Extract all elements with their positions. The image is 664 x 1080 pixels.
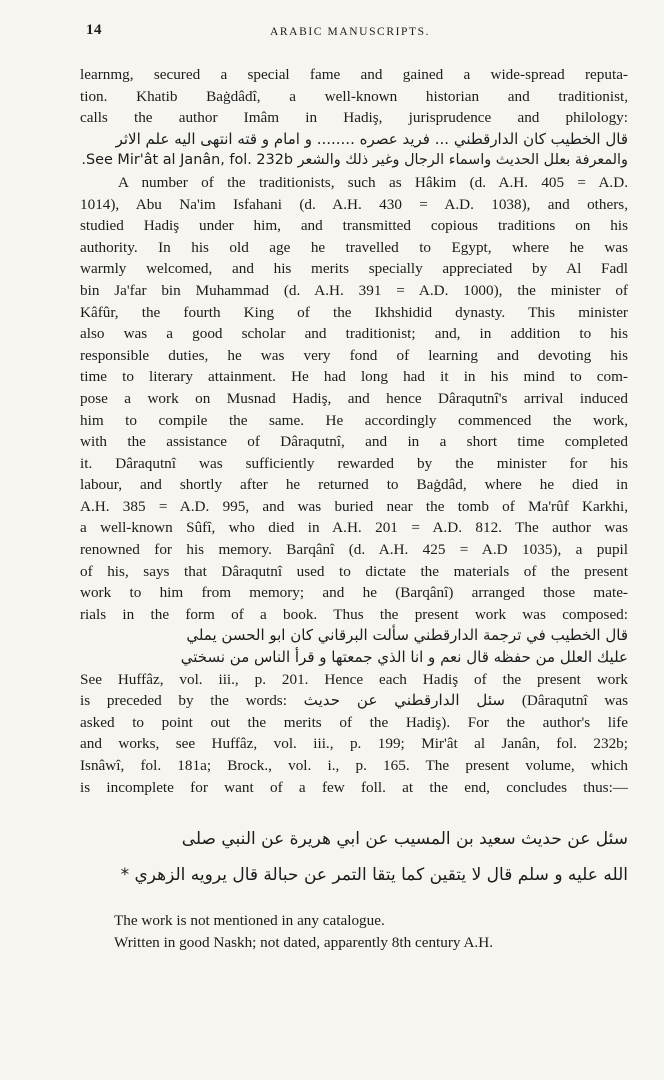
text-line: See Huffâz, vol. iii., p. 201. Hence each Hadiş of the present work [80, 670, 628, 688]
catalogue-note: The work is not mentioned in any catalogue. [114, 912, 385, 930]
text-line: work to him from memory; and he (Barqânî) arranged those mate- [80, 584, 628, 602]
text-line: Isnâwî, fol. 181a; Brock., vol. i., p. 165. The present volume, which [80, 757, 628, 774]
text-line: responsible duties, he was very fond of learning and devoting his [80, 346, 628, 364]
script-date-note: Written in good Naskh; not dated, apparently 8th century A.H. [114, 933, 493, 951]
text-line: rials in the form of a book. Thus the present work was composed: [80, 605, 628, 623]
text-line: and works, see Huffâz, vol. iii., p. 199; Mir'ât al Janân, fol. 232b; [80, 735, 628, 753]
text-line: of his, says that Dâraqutnî used to dictate the materials of the present [80, 562, 628, 580]
text-line: tion. Khatib Baġdâdî, a well-known historian and traditionist, [80, 87, 628, 105]
text-line: asked to point out the merits of the Hadiş). For the author's life [80, 713, 628, 731]
text-line: studied Hadiş under him, and transmitted copious traditions on his [80, 217, 628, 235]
arabic-quote-line: قال الخطيب كان الدارقطني ... فريد عصره ........ و امام و قته انتهى اليه علم الاثر [115, 129, 628, 148]
text-line: 1014), Abu Na'im Isfahani (d. A.H. 430 = A.D. 1038), and others, [80, 195, 628, 213]
text-line: is incomplete for want of a few foll. at the end, concludes thus:— [80, 778, 628, 796]
text-line: labour, and shortly after he returned to Baġdâd, where he died in [80, 476, 628, 494]
text-line: a well-known Sûfî, who died in A.H. 201 = A.D. 812. The author was [80, 519, 628, 537]
text-line: learnmg, secured a special fame and gained a wide-spread reputa- [80, 66, 628, 83]
arabic-quote-line-with-reference [80, 150, 628, 172]
text-line: is preceded by the words: سئل الدارقطني عن حديث (Dâraqutnî was [80, 692, 628, 710]
text-line: warmly welcomed, and his merits specially appreciated by Al Fadl [80, 260, 628, 278]
running-title: ARABIC MANUSCRIPTS. [270, 26, 431, 38]
text-line: pose a work on Musnad Hadiş, and hence Dâraqutnî's arrival induced [80, 389, 628, 407]
arabic-quote-line: عليك العلل من حفظه قال نعم و انا الذي جمعتها و قرأ الناس من نسختي [180, 648, 628, 667]
arabic-colophon-line: سئل عن حديث سعيد بن المسيب عن ابي هريرة عن النبي صلى [181, 829, 628, 850]
text-line: it. Dâraqutnî was sufficiently rewarded by the minister for his [80, 454, 628, 472]
arabic-quote-text: والمعرفة بعلل الحديث واسماء الرجال وغير ذلك والشعر [297, 152, 628, 169]
text-line: renowned for his memory. Barqânî (d. A.H. 425 = A.D 1035), a pupil [80, 541, 628, 559]
arabic-colophon-line: الله عليه و سلم قال لا يتقين كما يتقا التمر عن حبالة قال يرويه الزهري * [120, 865, 628, 886]
text-line: Kâfûr, the fourth King of the Ikhshidid dynasty. This minister [80, 303, 628, 321]
text-line: A number of the traditionists, such as Hâkim (d. A.H. 405 = A.D. [118, 173, 628, 191]
text-line: with the assistance of Dâraqutnî, and in a short time completed [80, 433, 628, 451]
quote-reference: See Mir'ât al Janân, fol. 232b. [81, 152, 294, 169]
text-line: A.H. 385 = A.D. 995, and was buried near the tomb of Ma'rûf Karkhi, [80, 497, 628, 515]
text-line: also was a good scholar and traditionist; and, in addition to his [80, 325, 628, 343]
text-line: bin Ja'far bin Muhammad (d. A.H. 391 = A.D. 1000), the minister of [80, 281, 628, 299]
text-line: authority. In his old age he travelled to Egypt, where he was [80, 238, 628, 256]
arabic-quote-line: قال الخطيب في ترجمة الدارقطني سألت البرقاني كان ابو الحسن يملي [186, 626, 628, 645]
page-number: 14 [86, 22, 102, 38]
text-line: calls the author Imâm in Hadiş, jurisprudence and philology: [80, 109, 628, 127]
main-text [80, 64, 628, 953]
text-line: him to compile the same. He accordingly commenced the work, [80, 411, 628, 429]
text-line: time to literary attainment. He had long had it in his mind to com- [80, 368, 628, 386]
